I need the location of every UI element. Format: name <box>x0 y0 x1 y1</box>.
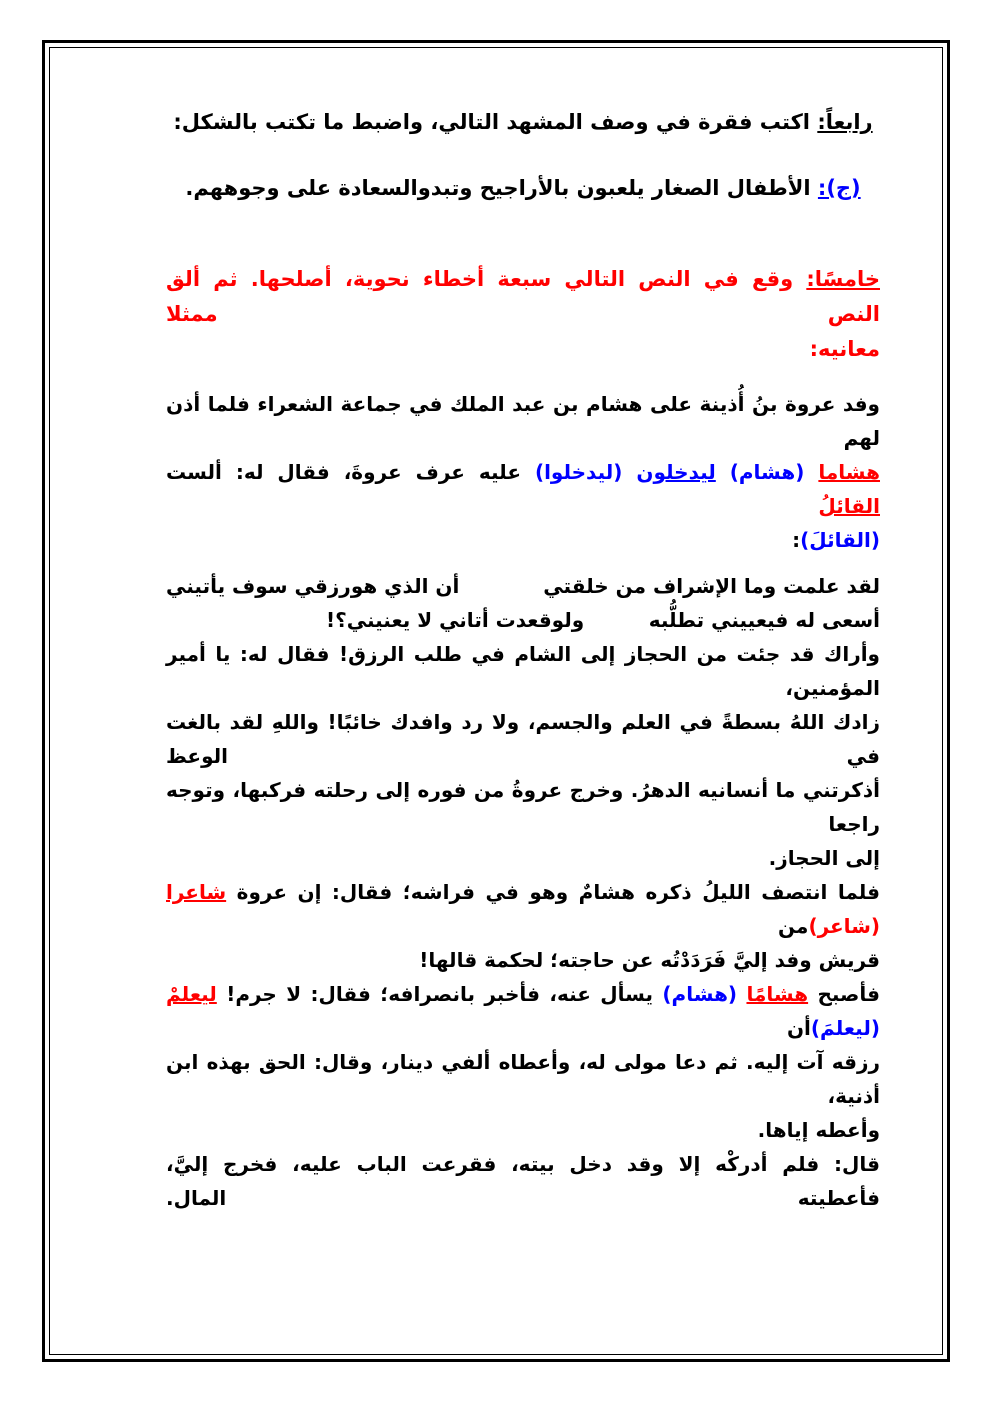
text-segment: إلى الحجاز. <box>768 846 880 870</box>
page-border-inner <box>49 47 943 1355</box>
body-line <box>166 1045 880 1113</box>
fifth-section-heading-line2: معانيه: <box>809 337 880 361</box>
text-segment: وأعطه إياها. <box>757 1118 880 1142</box>
text-segment: ليعلمْ <box>166 982 217 1006</box>
body-line <box>166 773 880 841</box>
text-segment: (القائلَ) <box>800 528 880 552</box>
text-segment: من <box>778 914 809 938</box>
text-segment: رزقه آت إليه. ثم دعا مولى له، وأعطاه ألفي دينار، وقال: الحق بهذه ابن أذنية، <box>166 1050 880 1108</box>
text-segment: القائلُ <box>818 494 880 518</box>
text-segment <box>622 460 636 484</box>
body-line <box>166 455 880 523</box>
text-segment: (هشام) <box>662 982 738 1006</box>
text-segment: أن <box>786 1016 811 1040</box>
text-segment: أن الذي هورزقي سوف يأتيني <box>166 574 460 598</box>
text-segment: ليدخلون <box>636 460 716 484</box>
answer-line <box>166 170 880 206</box>
verse-line <box>166 603 880 637</box>
fourth-section-text: اكتب فقرة في وصف المشهد التالي، واضبط ما تكتب بالشكل: <box>173 110 818 134</box>
text-segment: (هشام) <box>729 460 805 484</box>
text-segment: ولوقعدت أتاني لا يعنيني؟! <box>326 608 585 632</box>
text-segment <box>804 460 818 484</box>
text-segment: هشاما <box>818 460 880 484</box>
verse-line <box>166 569 880 603</box>
fifth-section-text: وقع في النص التالي سبعة أخطاء نحوية، أصلحها. ثم ألق النص ممثلا <box>166 267 880 326</box>
body-line <box>166 977 880 1045</box>
text-segment: : <box>792 528 801 552</box>
text-segment: عليه عرف عروةَ، فقال له: ألست <box>166 460 535 484</box>
text-segment: (ليعلمَ) <box>810 1016 880 1040</box>
text-segment: فأصبح <box>808 982 880 1006</box>
text-segment: قريش وفد إليَّ فَرَدَدْتُه عن حاجته؛ لحكمة قالها! <box>419 948 880 972</box>
text-segment: زادك اللهُ بسطةً في العلم والجسم، ولا رد وافدك خائبًا! واللهِ لقد بالغت في الوعظ <box>166 710 880 768</box>
hemistich-right <box>543 569 880 603</box>
page-border <box>42 40 950 1362</box>
body-line <box>166 1113 880 1147</box>
text-segment: (شاعر) <box>808 914 880 938</box>
text-segment: وأراك قد جئت من الحجاز إلى الشام في طلب الرزق! فقال له: يا أمير المؤمنين، <box>166 642 880 700</box>
text-segment: (ليدخلوا) <box>534 460 623 484</box>
body-line <box>166 387 880 455</box>
text-segment: لقد علمت وما الإشراف من خلقتي <box>543 574 880 598</box>
hemistich-right <box>649 603 880 637</box>
answer-text: الأطفال الصغار يلعبون بالأراجيح وتبدوالسعادة على وجوههم. <box>185 176 818 200</box>
fourth-section-label: رابعاً: <box>817 110 873 134</box>
hemistich-left <box>326 603 584 637</box>
text-segment <box>716 460 730 484</box>
body-line <box>166 943 880 977</box>
text-segment: يسأل عنه، فأخبر بانصرافه؛ فقال: لا جرم! <box>216 982 663 1006</box>
text-segment: قال: فلم أدركْه إلا وقد دخل بيته، فقرعت الباب عليه، فخرج إليَّ، فأعطيته المال. <box>166 1152 880 1210</box>
text-segment: وفد عروة بنُ أُذينة على هشام بن عبد الملك في جماعة الشعراء فلما أذن لهم <box>166 392 880 450</box>
text-segment: شاعرا <box>166 880 227 904</box>
document-content <box>50 48 942 1215</box>
fifth-section-label: خامسًا: <box>806 267 880 291</box>
fourth-section-heading <box>166 104 880 140</box>
body-line <box>166 841 880 875</box>
fifth-section-heading-line1 <box>166 262 880 332</box>
body-line <box>166 875 880 943</box>
text-segment: أسعى له فيعييني تطلُّبه <box>648 608 880 632</box>
text-segment: أذكرتني ما أنسانيه الدهرُ. وخرج عروةُ من فوره إلى رحلته فركبها، وتوجه راجعا <box>166 778 880 836</box>
body-line <box>166 1147 880 1215</box>
text-segment: هشامًا <box>746 982 809 1006</box>
body-line <box>166 705 880 773</box>
body-line <box>166 523 880 557</box>
body-line <box>166 637 880 705</box>
answer-label: (ج): <box>817 176 861 200</box>
text-segment: فلما انتصف الليلُ ذكره هشامٌ وهو في فراشه؛ فقال: إن عروة <box>226 880 880 904</box>
body-text <box>166 387 880 1215</box>
hemistich-left <box>166 569 459 603</box>
